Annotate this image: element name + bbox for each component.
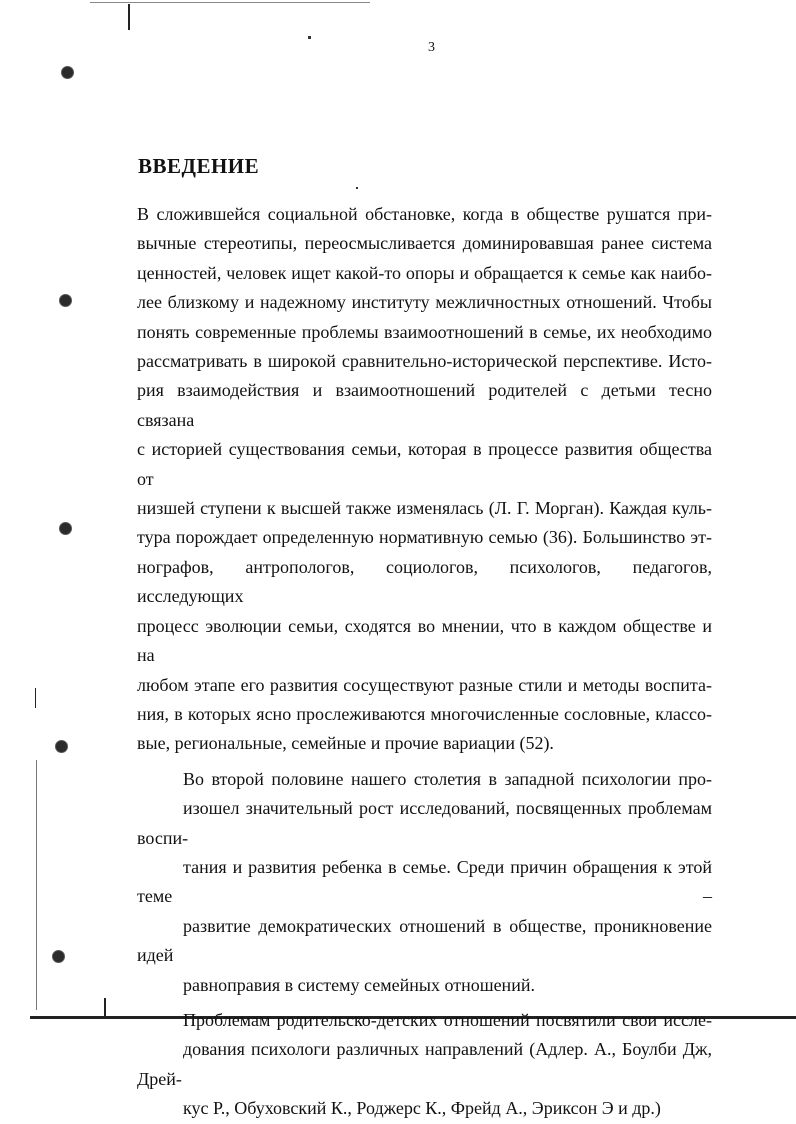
scan-left-mark <box>35 688 36 708</box>
text-line: нографов, антропологов, социологов, психологов, педагогов, исследующих <box>137 556 712 607</box>
text-line: вычные стереотипы, переосмысливается доминировавшая ранее система <box>137 233 712 254</box>
paragraph <box>137 1006 712 1124</box>
scan-bottom-mark <box>104 998 106 1016</box>
text-line: низшей ступени к высшей также изменялась (Л. Г. Морган). Каждая куль- <box>137 498 712 519</box>
paragraph <box>137 200 712 759</box>
punch-hole <box>55 740 68 753</box>
punch-hole <box>52 950 65 963</box>
punch-hole <box>59 294 72 307</box>
scan-speck <box>308 36 311 39</box>
text-line: Проблемам родительско-детских отношений посвятили свои иссле- <box>183 1009 712 1030</box>
text-line: развитие демократических отношений в обществе, проникновение идей <box>137 915 712 966</box>
text-line: процесс эволюции семьи, сходятся во мнении, что в каждом обществе и на <box>137 615 712 666</box>
text-line: тания и развития ребенка в семье. Среди причин обращения к этой теме – <box>137 856 712 907</box>
text-line: понять современные проблемы взаимоотношений в семье, их необходимо <box>137 321 712 342</box>
text-line: лее близкому и надежному институту межличностных отношений. Чтобы <box>137 292 712 313</box>
text-line: любом этапе его развития сосуществуют разные стили и методы воспита- <box>137 674 712 695</box>
text-line: изошел значительный рост исследований, посвященных проблемам воспи- <box>137 798 712 848</box>
scan-speck <box>356 187 358 189</box>
text-line: кус Р., Обуховский К., Роджерс К., Фрейд А., Эриксон Э и др.) <box>183 1098 661 1119</box>
scan-top-mark <box>128 4 130 30</box>
text-line: рия взаимодействия и взаимоотношений родителей с детьми тесно связана <box>137 380 712 430</box>
text-line: Во второй половине нашего столетия в западной психологии про- <box>183 768 712 789</box>
section-heading: ВВЕДЕНИЕ <box>138 154 260 178</box>
page-number: 3 <box>428 40 435 55</box>
scan-top-edge <box>90 2 370 3</box>
scan-left-edge <box>36 760 37 1010</box>
body-text <box>137 200 712 1124</box>
paragraph <box>137 765 712 1000</box>
text-line: ния, в которых ясно прослеживаются многочисленные сословные, классо- <box>137 703 712 724</box>
text-line: с историей существования семьи, которая в процессе развития общества от <box>137 439 712 489</box>
text-line: равноправия в систему семейных отношений. <box>183 974 535 995</box>
text-line: рассматривать в широкой сравнительно-исторической перспективе. Исто- <box>137 351 712 372</box>
punch-hole <box>61 66 74 79</box>
text-line: ценностей, человек ищет какой-то опоры и обращается к семье как наибо- <box>137 262 712 283</box>
text-line: В сложившейся социальной обстановке, когда в обществе рушатся при- <box>137 204 712 224</box>
text-line: вые, региональные, семейные и прочие вариации (52). <box>137 733 554 754</box>
text-line: тура порождает определенную нормативную семью (36). Большинство эт- <box>137 527 712 548</box>
text-line: дования психологи различных направлений (Адлер. А., Боулби Дж, Дрей- <box>137 1039 712 1089</box>
punch-hole <box>59 522 72 535</box>
